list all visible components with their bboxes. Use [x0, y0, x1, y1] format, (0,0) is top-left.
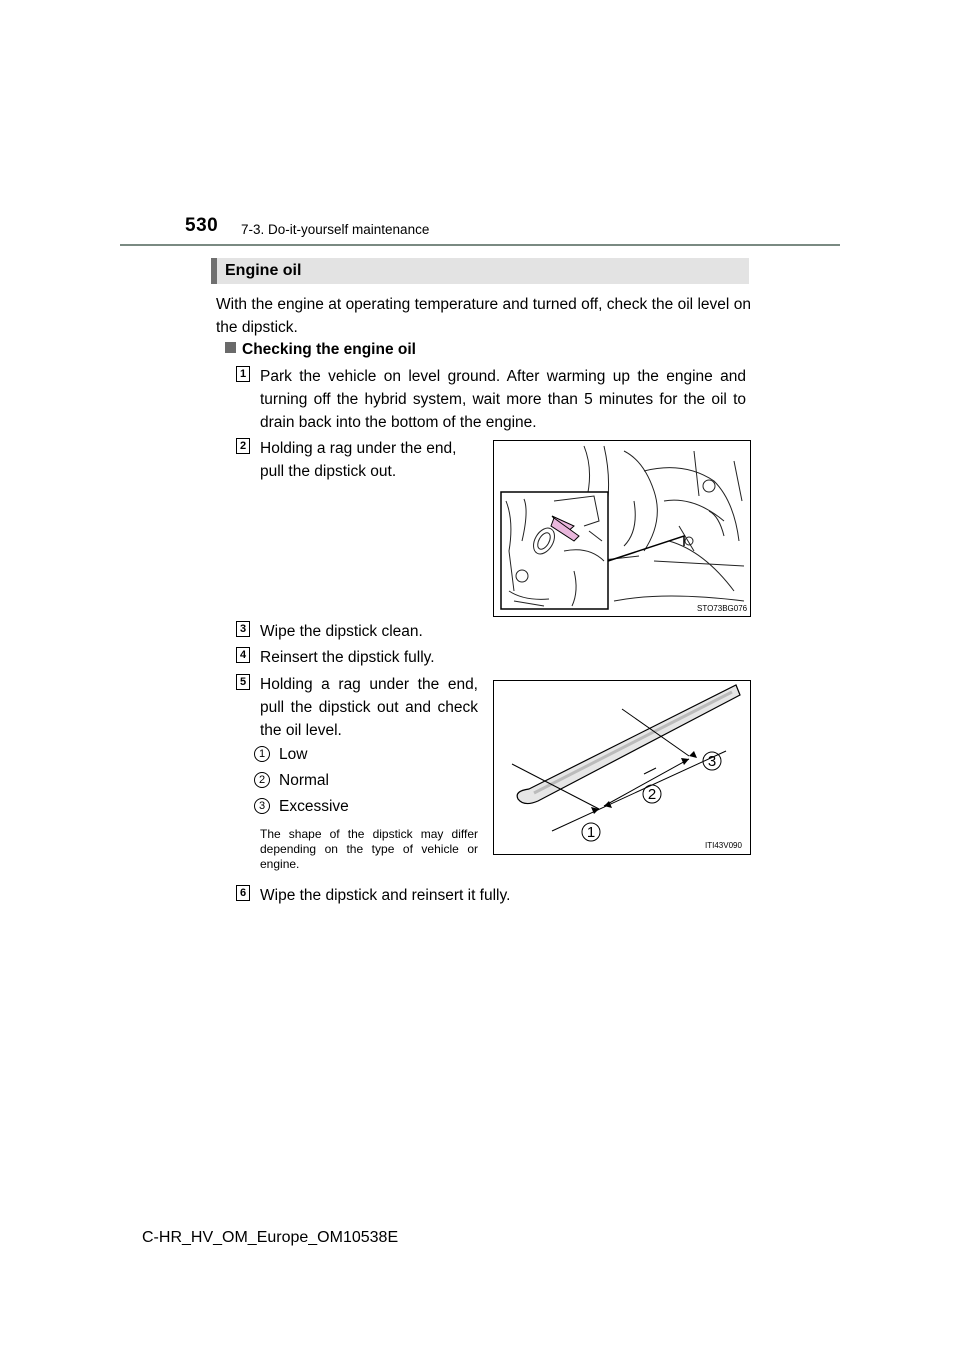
engine-figure-code: STO73BG076: [697, 604, 748, 613]
page-number: 530: [185, 215, 219, 236]
dipstick-figure-code: ITI43V090: [705, 841, 742, 850]
engine-bay-illustration: [494, 441, 750, 616]
heading-title: Engine oil: [225, 262, 302, 279]
engine-bay-figure: [493, 440, 751, 617]
level-1-marker: 1: [254, 746, 270, 762]
dipstick-figure: [493, 680, 751, 855]
dipstick-callout-1: 1: [586, 824, 596, 841]
dipstick-callout-3: 3: [707, 753, 717, 770]
intro-paragraph: With the engine at operating temperature and turned off, check the oil level on the dipstick.: [216, 296, 751, 336]
step-1-marker: 1: [236, 366, 250, 382]
step-1-text: Park the vehicle on level ground. After warming up the engine and turning off the hybrid system, wait more than 5 minutes for the oil to drain back into the bottom of the engine.: [260, 368, 746, 431]
section-title: 7-3. Do-it-yourself maintenance: [241, 222, 430, 237]
level-1-label: Low: [279, 746, 308, 763]
step-4-text: Reinsert the dipstick fully.: [260, 649, 435, 666]
step-2-text: Holding a rag under the end, pull the dipstick out.: [260, 440, 457, 480]
dipstick-callout-2: 2: [647, 786, 657, 803]
step-3-marker: 3: [236, 621, 250, 637]
header-rule: [120, 244, 840, 246]
step-2-marker: 2: [236, 438, 250, 454]
level-2-label: Normal: [279, 772, 329, 789]
subheading: [225, 341, 416, 359]
step-4-marker: 4: [236, 647, 250, 663]
step-5-marker: 5: [236, 674, 250, 690]
dipstick-illustration: [494, 681, 750, 854]
level-3-label: Excessive: [279, 798, 349, 815]
step-3-text: Wipe the dipstick clean.: [260, 623, 423, 640]
step-6-marker: 6: [236, 885, 250, 901]
subheading-text: Checking the engine oil: [242, 341, 416, 358]
heading-accent: [211, 258, 217, 284]
dipstick-note: The shape of the dipstick may differ depending on the type of vehicle or engine.: [260, 827, 478, 871]
step-5-text: Holding a rag under the end, pull the dipstick out and check the oil level.: [260, 676, 478, 739]
square-bullet-icon: [225, 342, 236, 353]
level-2-marker: 2: [254, 772, 270, 788]
step-6-text: Wipe the dipstick and reinsert it fully.: [260, 887, 511, 904]
level-3-marker: 3: [254, 798, 270, 814]
document-footer-code: C-HR_HV_OM_Europe_OM10538E: [142, 1229, 399, 1246]
